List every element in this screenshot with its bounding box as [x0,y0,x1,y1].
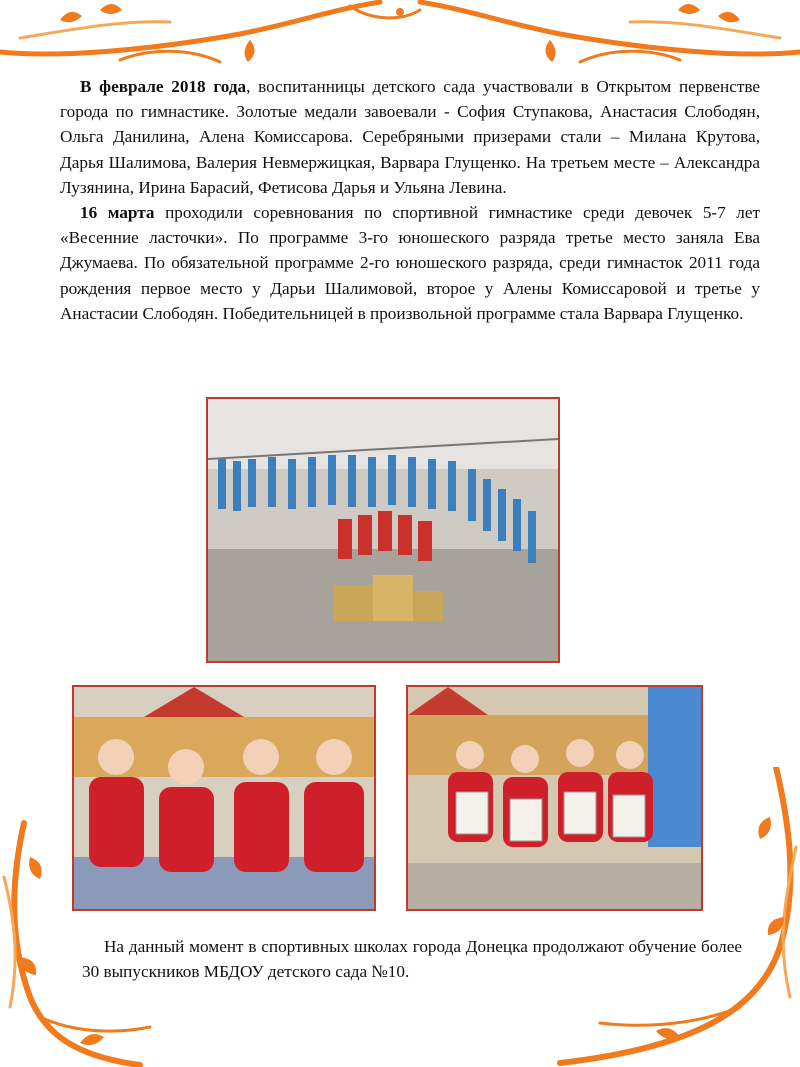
four-girls-with-diplomas-photo [406,685,703,911]
top-swirl-ornament [0,0,800,80]
paragraph-february-lead: В феврале 2018 года [80,77,247,96]
paragraph-march [60,200,760,326]
graduates-note-text: На данный момент в спортивных школах города Донецка продолжают обучение более 30 выпускников МБДОУ детского сада №10. [82,937,742,982]
four-girls-with-medals-photo [72,685,376,911]
gymnastics-hall-award-ceremony-photo [206,397,560,663]
paragraph-march-body: проходили соревнования по спортивной гимнастике среди девочек 5-7 лет «Весенние ласточки». По программе 3-го юношеского разряда третье место заняла Ева Джумаева. По обязательной программе 2-го юношеского разряда, среди гимнасток 2011 года рождения первое место у Дарьи Шалимовой, второе у Алены Комиссаровой и третье у Анастасии Слободян. Победительницей в произвольной программе стала Варвара Глущенко. [60,203,761,323]
paragraph-march-lead: 16 марта [80,203,155,223]
paragraph-february-body: , воспитанницы детского сада участвовали в Открытом первенстве города по гимнастике. Золотые медали завоевали - София Ступакова, Анастасия Слободян, Ольга Данилина, Алена Комиссарова. Серебряными призерами стали – Милана Крутова, Дарья Шалимова, Валерия Невмержицкая, Варвара Глущенко. На третьем месте – Александра Лузянина, Ирина Барасий, Фетисова Дарья и Ульяна Левина. [60,77,760,197]
paragraph-february [60,74,760,200]
article-text [60,74,760,326]
graduates-note [82,934,742,984]
